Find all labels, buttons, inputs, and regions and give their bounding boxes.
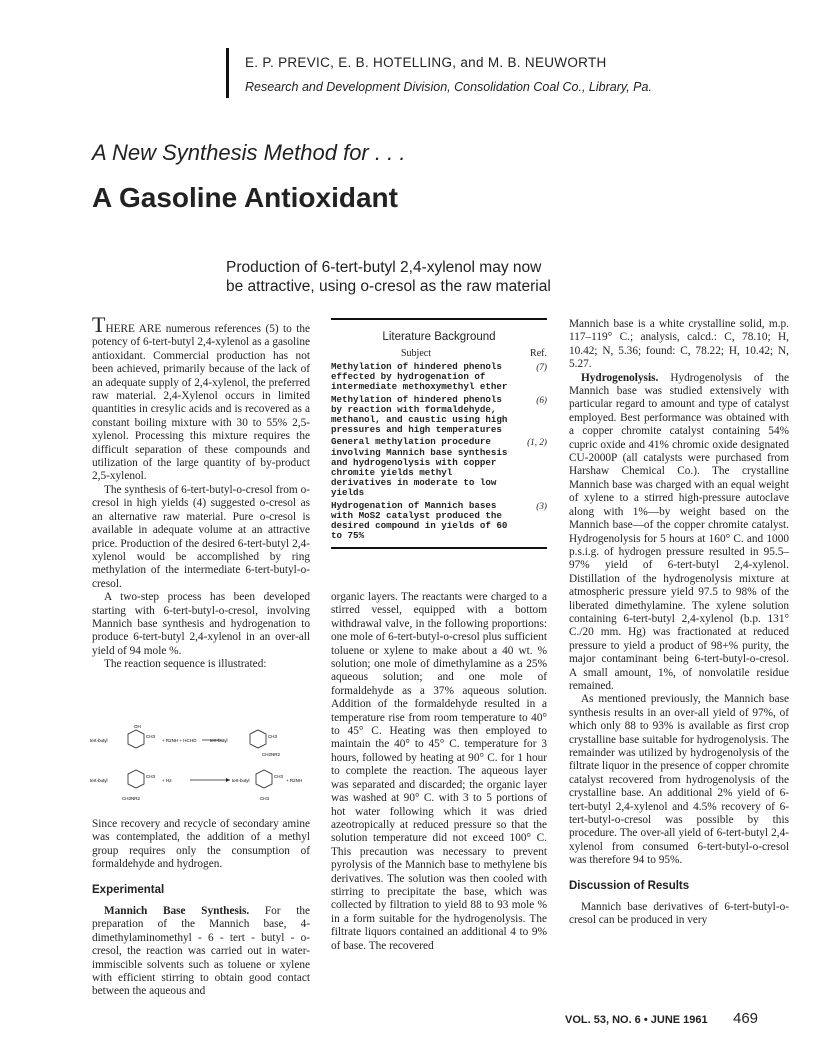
dropcap: T: [92, 312, 106, 337]
kicker: A New Synthesis Method for . . .: [92, 140, 406, 165]
subtitle-line-2: be attractive, using o-cresol as the raw material: [226, 278, 551, 295]
paragraph: As mentioned previously, the Mannich base synthesis results in an over-all yield of 97%, of which only 88 to 93% is available as first crop crystalline base suitable for hydrogenolysis. The remainder was utilized by hydrogenolysis of the filtrate liquor in the presence of copper chromite catalyst recovered from hydrogenolysis of the crystalline base. An additional 2% yield of 6-tert-butyl 2,4-xylenol and 4.5% recovery of 6-tert-butyl-o-cresol was possible by this procedure. The over-all yield of 6-tert-butyl 2,4-xylenol from consumed 6-tert-butyl-o-cresol was therefore 94 to 95%.: [569, 693, 789, 867]
header-rule: [226, 48, 229, 98]
literature-table: [331, 318, 547, 549]
paragraph: The reaction sequence is illustrated:: [104, 658, 267, 671]
intro-text: HERE ARE numerous references (5) to the potency of 6-tert-butyl 2,4-xylenol as a gasoline antioxidant. Commercial production has not been achieved, primarily because of the lack of an adequate supply of 2,4-xylenol, the preferred raw material. 2,4-Xylenol occurs in limited quantities in cresylic acids and is recovered as a constant boiling mixture with 30 to 55% 2,5-xylenol. Processing this mixture requires the difficult separation of these compounds and utilization of the large quantity of by-product 2,5-xylenol.: [92, 323, 310, 483]
label: + R2NH + HCHO: [162, 738, 197, 743]
label: tert-butyl: [90, 738, 108, 743]
column-header-ref: Ref.: [530, 348, 547, 359]
subtitle-line-1: Production of 6-tert-butyl 2,4-xylenol may now: [226, 259, 542, 276]
label: CH3: [260, 796, 270, 801]
table-row: [331, 362, 547, 393]
label: CH3: [268, 734, 278, 739]
label: + R2NH: [286, 778, 303, 783]
paragraph: The synthesis of 6-tert-butyl-o-cresol from o-cresol in high yields (4) suggested o-cresol as an alternative raw material. Pure o-cresol is available in adequate volume at an attractive price. Production of the desired 6-tert-butyl 2,4-xylenol would be accomplished by ring methylation of the intermediate 6-tert-butyl-o-cresol.: [92, 483, 310, 590]
table-row: [331, 395, 547, 436]
label: CH2NR2: [122, 796, 141, 801]
table-cell: General methylation procedure involving Mannich base synthesis and hydrogenolysis with copper chromite yields methyl derivatives in moderate to low yields: [331, 436, 508, 499]
table-cell: (6): [536, 394, 547, 405]
label: tert-butyl: [232, 778, 250, 783]
label: CH3: [146, 774, 156, 779]
page-number: 469: [733, 1010, 759, 1027]
reaction-scheme: [90, 724, 310, 810]
table-title: Literature Background: [382, 331, 496, 343]
table-cell: (1, 2): [527, 437, 547, 448]
paragraph: A two-step process has been developed starting with 6-tert-butyl-o-cresol, involving Mannich base synthesis and hydrogenation to produce 6-tert-butyl 2,4-xylenol in an over-all yield of 94 mole %.: [92, 591, 310, 657]
table-cell: Methylation of hindered phenols by reaction with formaldehyde, methanol, and caustic using high pressures and high temperatures: [331, 393, 508, 436]
journal-footer: VOL. 53, NO. 6 • JUNE 1961: [565, 1014, 708, 1026]
column-1-lower: [92, 818, 310, 999]
subheading: Mannich Base Synthesis.: [104, 905, 250, 918]
table-cell: Hydrogenation of Mannich bases with MoS2 catalyst produced the desired compound in yields of 60 to 75%: [331, 499, 508, 542]
paragraph: Mannich base is a white crystalline solid, m.p. 117–119° C.; analysis, calcd.: C, 78.10; H, 10.42; N, 5.36; found: C, 78.22; H, 10.42; N, 5.27.: [569, 318, 789, 371]
affiliation: Research and Development Division, Consolidation Coal Co., Library, Pa.: [245, 80, 652, 94]
benzene-ring: [256, 770, 272, 788]
paragraph-text: Hydrogenolysis of the Mannich base was studied extensively with particular regard to amount and type of catalyst employed. Best performance was obtained with a copper chromite catalyst containing 54% cupric oxide and 41% chromic oxide designated CU-2000P (all catalysts were purchased from Harshaw Chemical Co.). The crystalline Mannich base was charged with an equal weight of xylene to a stirred high-pressure autoclave along with 1%—by weight based on the Mannich base—of the copper chromite catalyst. Hydrogenolysis for 5 hours at 160° C. and 1000 p.s.i.g. of hydrogen pressure resulted in 95.5–97% yield of 6-tert-butyl 2,4-xylenol. Distillation of the hydrogenolysis mixture at atmospheric pressure yield 97.5 to 98% of the liberated dimethylamine. The xylene solution containing 6-tert-butyl 2,4-xylenol (b.p. 131° C./20 mm. Hg) was fractionated at reduced pressure to yield a product of 98+% purity, the major contaminant being 6-tert-butyl-o-cresol. A small amount, 1%, of nonvolatile residue remained.: [569, 371, 790, 692]
label: CH3: [146, 734, 156, 739]
label: CH3: [274, 774, 284, 779]
column-header-subject: Subject: [401, 348, 431, 359]
section-heading-experimental: Experimental: [92, 883, 165, 896]
arrowhead: [226, 778, 230, 782]
paragraph: organic layers. The reactants were charged to a stirred vessel, equipped with a bottom withdrawal valve, in the following proportions: one mole of 6-tert-butyl-o-cresol plus sufficient toluene or xylene to make about a 40 wt. % solution; one mole of dimethylamine as a 25% aqueous solution; and one mole of formaldehyde as a 37% aqueous solution. Addition of the formaldehyde resulted in a temperature rise from room temperature to 40° to 45° C. Heating was then employed to maintain the 40° to 45° C. temperature for 3 hours, followed by heating at 90° C. for 1 hour to complete the reaction. The aqueous layer was separated and discarded; the organic layer was washed at 90° C. with 3 to 5 portions of hot water following which it was dried azeotropically at reduced pressure so that the solution temperature did not exceed 100° C. This precaution was necessary to prevent pyrolysis of the Mannich base to methylene bis derivatives. The solution was then cooled with stirring to precipitate the base, which was collected by filtration to yield 88 to 93 mole % in a form suitable for the hydrogenolysis. The filtrate liquors contained an additional 4 to 9% of base. The recovered: [331, 591, 547, 952]
benzene-ring: [128, 770, 144, 788]
intro-paragraph: [92, 312, 310, 484]
column-3: [569, 318, 789, 928]
table-cell: (7): [536, 362, 547, 372]
label: OH: [134, 724, 141, 729]
benzene-ring: [128, 730, 144, 748]
paragraph: [569, 372, 789, 694]
table-row: [331, 501, 547, 542]
paragraph: Since recovery and recycle of secondary amine was contemplated, the addition of a methyl group requires only the consumption of formaldehyde and hydrogen.: [92, 818, 310, 871]
section-heading-discussion: Discussion of Results: [569, 879, 690, 892]
subheading: Hydrogenolysis.: [581, 371, 659, 384]
label: CH2NR2: [262, 752, 281, 757]
paragraph: [92, 905, 310, 999]
label: + H2: [162, 778, 172, 783]
column-2: [331, 591, 547, 953]
table-header: [331, 348, 547, 359]
benzene-ring: [250, 730, 266, 748]
article-title: A Gasoline Antioxidant: [92, 182, 398, 213]
table-cell: Methylation of hindered phenols effected by hydrogenation of intermediate methoxymethyl ether: [331, 361, 508, 393]
authors: E. P. PREVIC, E. B. HOTELLING, and M. B. NEUWORTH: [245, 55, 607, 70]
table-cell: (3): [536, 500, 547, 511]
paragraph-text: For the preparation of the Mannich base, 4-dimethylaminomethyl - 6 - tert - butyl - o-cresol, the reaction was carried out in water-immiscible solvents such as toluene or xylene with efficient stirring to obtain good contact between the aqueous and: [92, 905, 310, 998]
label: tert-butyl: [90, 778, 108, 783]
subtitle: [226, 258, 786, 296]
table-row: [331, 437, 547, 498]
column-1-upper: [92, 312, 310, 730]
label: tert-butyl: [210, 738, 228, 743]
paragraph: Mannich base derivatives of 6-tert-butyl-o-cresol can be produced in very: [569, 901, 789, 927]
